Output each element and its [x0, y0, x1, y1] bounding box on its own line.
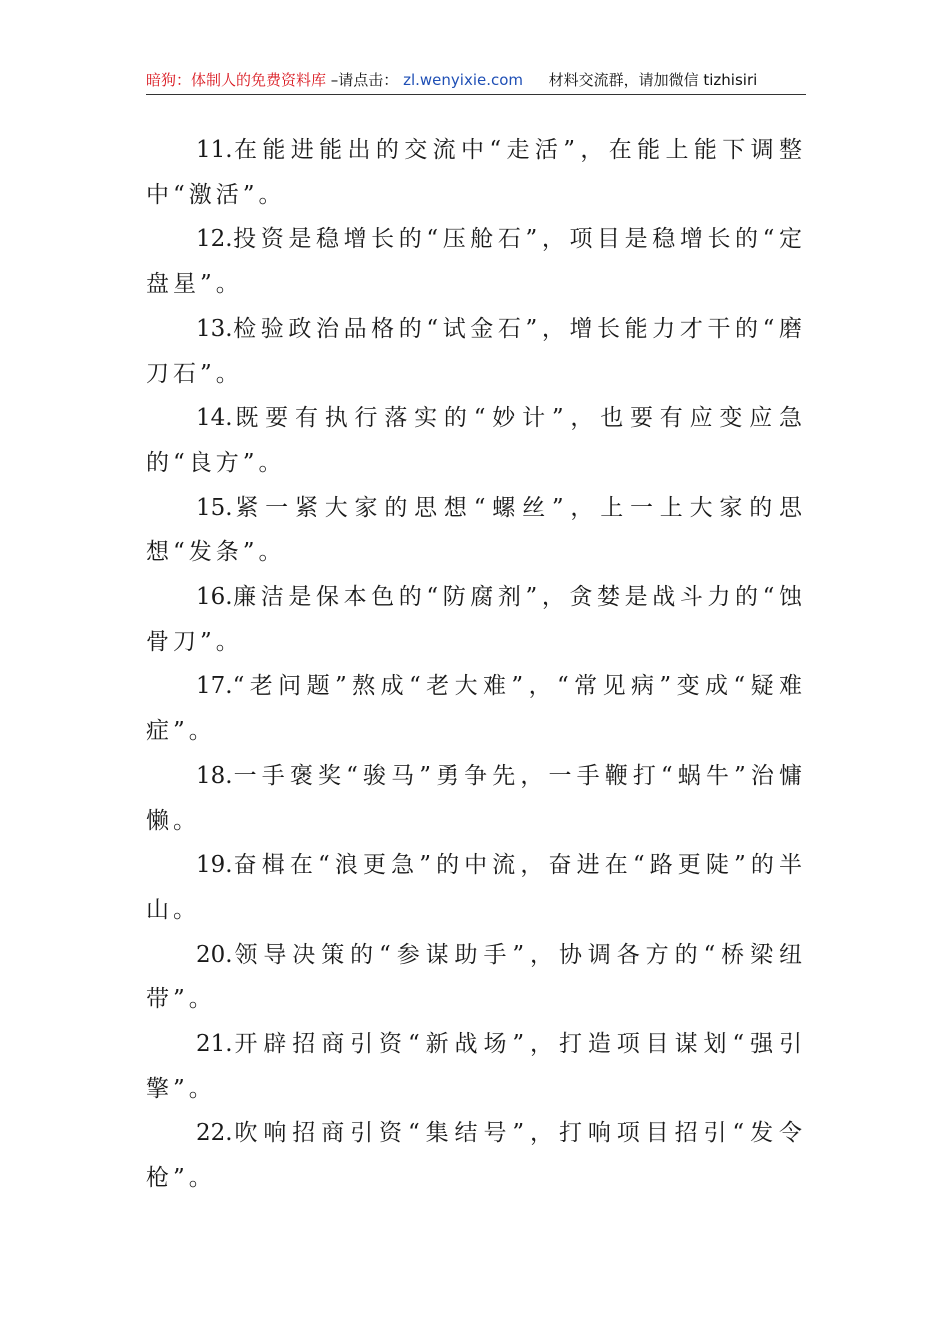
- item-number: 16.: [196, 584, 233, 611]
- item-number: 11.: [196, 137, 233, 163]
- list-item: [146, 843, 806, 932]
- list-item: [146, 664, 806, 753]
- item-text: 吹响招商引资“集结号”，打响项目招引“发令枪”。: [146, 1120, 806, 1192]
- item-number: 15.: [196, 494, 233, 521]
- document-body: [146, 128, 806, 1201]
- item-text: 开辟招商引资“新战场”，打造项目谋划“强引擎”。: [146, 1031, 806, 1102]
- item-number: 13.: [196, 315, 233, 342]
- item-number: 22.: [196, 1120, 233, 1147]
- item-number: 20.: [196, 941, 233, 968]
- item-text: 检验政治品格的“试金石”，增长能力才干的“磨刀石”。: [146, 315, 806, 387]
- list-item: [146, 1022, 806, 1111]
- click-label: –请点击：: [330, 71, 399, 89]
- list-item: [146, 128, 806, 217]
- list-item: [146, 575, 806, 664]
- list-item: [146, 933, 806, 1022]
- item-text: 一手褒奖“骏马”勇争先，一手鞭打“蜗牛”治慵懒。: [146, 762, 806, 834]
- list-item: [146, 307, 806, 396]
- source-label: 暗狗：体制人的免费资料库: [146, 71, 327, 89]
- item-text: 在能进能出的交流中“走活”，在能上能下调整中“激活”。: [146, 137, 806, 208]
- item-text: 领导决策的“参谋助手”，协调各方的“桥梁纽带”。: [146, 941, 806, 1013]
- group-label: 材料交流群，请加微信 tizhisiri: [548, 71, 758, 89]
- item-number: 21.: [196, 1031, 233, 1058]
- source-url-link[interactable]: zl.wenyixie.com: [403, 71, 524, 89]
- list-item: [146, 754, 806, 843]
- item-text: 投资是稳增长的“压舱石”，项目是稳增长的“定盘星”。: [146, 226, 806, 298]
- list-item: [146, 1111, 806, 1200]
- list-item: [146, 217, 806, 306]
- item-number: 18.: [196, 762, 233, 789]
- item-number: 19.: [196, 852, 233, 879]
- item-text: “老问题”熬成“老大难”，“常见病”变成“疑难症”。: [146, 673, 806, 745]
- list-item: [146, 396, 806, 485]
- page-header: [146, 66, 806, 95]
- item-text: 廉洁是保本色的“防腐剂”，贪婪是战斗力的“蚀骨刀”。: [146, 584, 806, 655]
- item-number: 12.: [196, 226, 233, 253]
- item-number: 17.: [196, 673, 233, 700]
- item-number: 14.: [196, 405, 233, 432]
- item-text: 既要有执行落实的“妙计”，也要有应变应急的“良方”。: [146, 405, 806, 476]
- item-text: 紧一紧大家的思想“螺丝”，上一上大家的思想“发条”。: [146, 494, 806, 566]
- item-text: 奋楫在“浪更急”的中流，奋进在“路更陡”的半山。: [146, 852, 806, 923]
- list-item: [146, 486, 806, 575]
